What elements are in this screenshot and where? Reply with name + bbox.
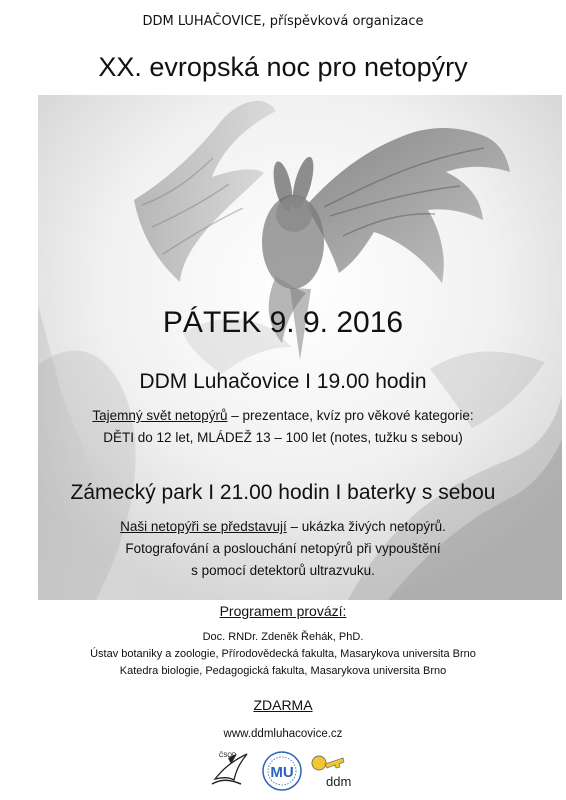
second-description-line [0, 519, 566, 534]
event-date: PÁTEK 9. 9. 2016 [162, 306, 404, 339]
poster-title: XX. evropská noc pro netopýry [98, 52, 468, 82]
admission-free: ZDARMA [253, 697, 313, 713]
ddm-logo-text: ddm [326, 774, 352, 789]
organization-name: DDM LUHAČOVICE, příspěvková organizace [142, 14, 424, 29]
age-categories: DĚTI do 12 let, MLÁDEŽ 13 – 100 let (notes, tužku s sebou) [103, 430, 463, 445]
second-session-description: – ukázka živých netopýrů. [286, 519, 446, 534]
website-address: www.ddmluhacovice.cz [223, 728, 343, 740]
csop-logo-text: ČSOP [219, 753, 237, 759]
park-session-time: Zámecký park I 21.00 hodin I baterky s sebou [70, 481, 496, 504]
second-session-title: Naši netopýři se představují [120, 519, 287, 534]
masaryk-logo-text: MU [270, 764, 294, 781]
first-description-line [0, 408, 566, 423]
program-heading: Programem provází: [219, 603, 347, 619]
ddm-key-logo-icon [308, 749, 358, 794]
first-session-description: – prezentace, kvíz pro věkové kategorie: [227, 408, 474, 423]
presenter-affiliation-2: Katedra biologie, Pedagogická fakulta, Masarykova universita Brno [119, 665, 447, 677]
ddm-session-time: DDM Luhačovice I 19.00 hodin [139, 370, 427, 393]
partner-logos [205, 749, 360, 794]
masaryk-university-seal-icon [261, 749, 303, 794]
presenter-name: Doc. RNDr. Zdeněk Řehák, PhD. [202, 631, 364, 643]
photography-description: Fotografování a poslouchání netopýrů při vypouštění [125, 541, 441, 556]
csop-bird-icon [205, 749, 255, 794]
first-session-title: Tajemný svět netopýrů [92, 408, 228, 423]
ultrasound-description: s pomocí detektorů ultrazvuku. [191, 563, 375, 578]
presenter-affiliation-1: Ústav botaniky a zoologie, Přírodovědecká fakulta, Masarykova universita Brno [90, 648, 476, 660]
